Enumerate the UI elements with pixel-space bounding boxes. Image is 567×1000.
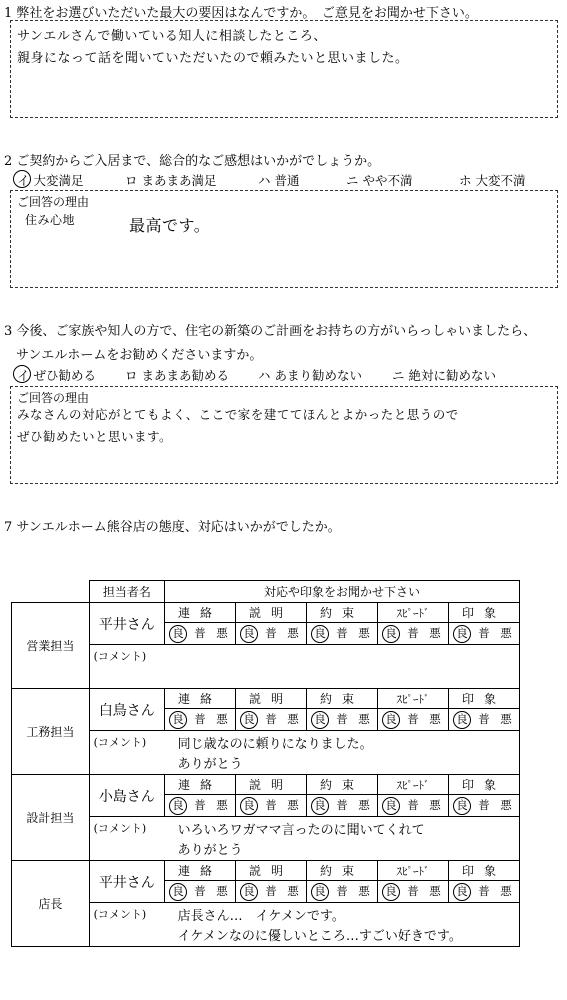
q2-reason-text-a: 住み心地 — [25, 213, 76, 227]
criterion-impression: 印象 — [449, 603, 520, 623]
grade-cell — [165, 709, 236, 731]
grade-average: 普 — [478, 626, 490, 640]
grade-bad: 悪 — [216, 798, 228, 812]
q3-option-4: ニ 絶対に勧めない — [392, 368, 496, 383]
grade-bad: 悪 — [358, 712, 370, 726]
q1-answer-box — [10, 20, 558, 118]
grade-average: 普 — [194, 798, 206, 812]
grade-good: 良 — [382, 711, 400, 729]
q2-reason-text-b: 最高です。 — [129, 216, 211, 235]
q3-option-3: ハ あまり勧めない — [258, 368, 362, 383]
grade-cell — [449, 881, 520, 903]
comment-cell — [89, 817, 519, 861]
q3-option-1: イ ぜひ勧める — [17, 368, 96, 383]
grade-good: 良 — [311, 711, 329, 729]
grade-good: 良 — [382, 625, 400, 643]
criterion-impression: 印象 — [449, 689, 520, 709]
q3-reason-box — [10, 386, 558, 484]
row-name: 小島さん — [89, 775, 164, 817]
header-name: 担当者名 — [89, 581, 164, 603]
grade-bad: 悪 — [358, 798, 370, 812]
comment-label: (コメント) — [93, 908, 147, 921]
grade-bad: 悪 — [287, 712, 299, 726]
grade-bad: 悪 — [216, 712, 228, 726]
comment-line1: 同じ歳なのに頼りになりました。 — [177, 737, 373, 752]
grade-average: 普 — [478, 712, 490, 726]
q2-question: 2 ご契約からご入居まで、総合的なご感想はいかがでしょうか。 — [4, 154, 381, 169]
grade-bad: 悪 — [358, 884, 370, 898]
comment-label: (コメント) — [93, 736, 147, 749]
criterion-promise: 約束 — [307, 861, 378, 881]
grade-bad: 悪 — [429, 626, 441, 640]
grade-cell — [165, 795, 236, 817]
grade-bad: 悪 — [287, 884, 299, 898]
grade-average: 普 — [265, 626, 277, 640]
q1-answer-line1: サンエルさんで働いている知人に相談したところ、 — [17, 29, 327, 44]
grade-cell — [378, 881, 449, 903]
grade-cell — [378, 795, 449, 817]
criterion-contact: 連絡 — [165, 775, 236, 795]
q3-reason-line1: みなさんの対応がとてもよく、ここで家を建ててほんとよかったと思うので — [17, 407, 459, 422]
q2-option-4: ニ やや不満 — [346, 173, 413, 188]
criterion-explanation: 説明 — [236, 775, 307, 795]
q1-answer-line2: 親身になって話を聞いていただいたので頼みたいと思いました。 — [17, 51, 409, 66]
grade-cell — [236, 795, 307, 817]
grade-average: 普 — [265, 712, 277, 726]
criterion-explanation: 説明 — [236, 861, 307, 881]
criterion-impression: 印象 — [449, 775, 520, 795]
grade-cell — [236, 623, 307, 645]
grade-good: 良 — [240, 711, 258, 729]
grade-cell — [378, 623, 449, 645]
grade-cell — [449, 795, 520, 817]
grade-average: 普 — [265, 798, 277, 812]
q2-option-3: ハ 普通 — [258, 173, 300, 188]
criterion-explanation: 説明 — [236, 603, 307, 623]
comment-cell — [89, 903, 519, 947]
grade-average: 普 — [407, 884, 419, 898]
grade-bad: 悪 — [216, 626, 228, 640]
grade-good: 良 — [311, 797, 329, 815]
grade-bad: 悪 — [358, 626, 370, 640]
grade-good: 良 — [240, 625, 258, 643]
grade-bad: 悪 — [216, 884, 228, 898]
grade-good: 良 — [169, 711, 187, 729]
grade-average: 普 — [336, 712, 348, 726]
comment-line2: ありがとう — [177, 757, 243, 772]
q2-option-1: イ 大変満足 — [17, 173, 84, 188]
row-category: 営業担当 — [12, 603, 90, 689]
grade-good: 良 — [240, 797, 258, 815]
grade-average: 普 — [194, 712, 206, 726]
grade-average: 普 — [194, 626, 206, 640]
criterion-promise: 約束 — [307, 603, 378, 623]
criterion-speed: ｽﾋﾟｰﾄﾞ — [378, 603, 449, 623]
grade-average: 普 — [407, 712, 419, 726]
grade-good: 良 — [169, 625, 187, 643]
grade-good: 良 — [453, 797, 471, 815]
row-name: 白鳥さん — [89, 689, 164, 731]
criterion-speed: ｽﾋﾟｰﾄﾞ — [378, 861, 449, 881]
grade-average: 普 — [336, 884, 348, 898]
q2-reason-box — [10, 190, 558, 288]
grade-average: 普 — [265, 884, 277, 898]
table-corner — [12, 581, 90, 603]
q3-option-2: ロ まあまあ勧める — [125, 368, 229, 383]
grade-bad: 悪 — [500, 884, 512, 898]
grade-bad: 悪 — [287, 798, 299, 812]
q3-reason-line2: ぜひ勧めたいと思います。 — [17, 429, 173, 444]
row-name: 平井さん — [89, 861, 164, 903]
criterion-contact: 連絡 — [165, 603, 236, 623]
row-category: 店長 — [12, 861, 90, 947]
criterion-promise: 約束 — [307, 775, 378, 795]
row-category: 設計担当 — [12, 775, 90, 861]
q3-reason-label: ご回答の理由 — [17, 391, 90, 405]
comment-line2: イケメンなのに優しいところ…すごい好きです。 — [177, 929, 462, 944]
grade-average: 普 — [336, 798, 348, 812]
comment-line1: 店長さん… イケメンです。 — [177, 909, 345, 924]
grade-cell — [236, 881, 307, 903]
q2-option-5: ホ 大変不満 — [459, 173, 526, 188]
grade-bad: 悪 — [500, 712, 512, 726]
evaluation-table — [11, 580, 520, 947]
grade-cell — [449, 623, 520, 645]
grade-cell — [307, 795, 378, 817]
grade-cell — [449, 709, 520, 731]
grade-good: 良 — [311, 883, 329, 901]
q7-question: 7 サンエルホーム熊谷店の態度、対応はいかがでしたか。 — [4, 520, 341, 535]
row-name: 平井さん — [89, 603, 164, 645]
q1-question: 1 弊社をお選びいただいた最大の要因はなんですか。 ご意見をお聞かせ下さい。 — [4, 6, 478, 21]
grade-good: 良 — [453, 625, 471, 643]
grade-average: 普 — [407, 798, 419, 812]
grade-bad: 悪 — [500, 798, 512, 812]
grade-good: 良 — [382, 883, 400, 901]
grade-average: 普 — [336, 626, 348, 640]
criterion-promise: 約束 — [307, 689, 378, 709]
grade-good: 良 — [453, 711, 471, 729]
grade-good: 良 — [240, 883, 258, 901]
criterion-explanation: 説明 — [236, 689, 307, 709]
comment-label: (コメント) — [93, 822, 147, 835]
criterion-speed: ｽﾋﾟｰﾄﾞ — [378, 775, 449, 795]
comment-line1: いろいろワガママ言ったのに聞いてくれて — [177, 823, 425, 838]
criterion-speed: ｽﾋﾟｰﾄﾞ — [378, 689, 449, 709]
grade-cell — [236, 709, 307, 731]
grade-cell — [307, 709, 378, 731]
grade-average: 普 — [478, 884, 490, 898]
q3-question-line1: 3 今後、ご家族や知人の方で、住宅の新築のご計画をお持ちの方がいらっしゃいましたら、 — [4, 324, 537, 339]
grade-good: 良 — [169, 883, 187, 901]
grade-average: 普 — [194, 884, 206, 898]
grade-bad: 悪 — [500, 626, 512, 640]
grade-bad: 悪 — [429, 884, 441, 898]
grade-cell — [165, 623, 236, 645]
header-title: 対応や印象をお聞かせ下さい — [165, 581, 520, 603]
q2-option-2: ロ まあまあ満足 — [125, 173, 217, 188]
grade-bad: 悪 — [429, 798, 441, 812]
grade-cell — [307, 623, 378, 645]
grade-good: 良 — [453, 883, 471, 901]
q3-question-line2: サンエルホームをお勧めくださいますか。 — [16, 348, 263, 363]
comment-cell — [89, 731, 519, 775]
grade-good: 良 — [311, 625, 329, 643]
criterion-contact: 連絡 — [165, 689, 236, 709]
grade-average: 普 — [407, 626, 419, 640]
q2-reason-label: ご回答の理由 — [17, 195, 90, 209]
criterion-impression: 印象 — [449, 861, 520, 881]
comment-label: (コメント) — [93, 650, 147, 663]
comment-cell — [89, 645, 519, 689]
comment-line2: ありがとう — [177, 843, 243, 858]
grade-bad: 悪 — [287, 626, 299, 640]
row-category: 工務担当 — [12, 689, 90, 775]
grade-cell — [307, 881, 378, 903]
grade-cell — [378, 709, 449, 731]
grade-good: 良 — [382, 797, 400, 815]
grade-average: 普 — [478, 798, 490, 812]
criterion-contact: 連絡 — [165, 861, 236, 881]
grade-good: 良 — [169, 797, 187, 815]
grade-bad: 悪 — [429, 712, 441, 726]
grade-cell — [165, 881, 236, 903]
